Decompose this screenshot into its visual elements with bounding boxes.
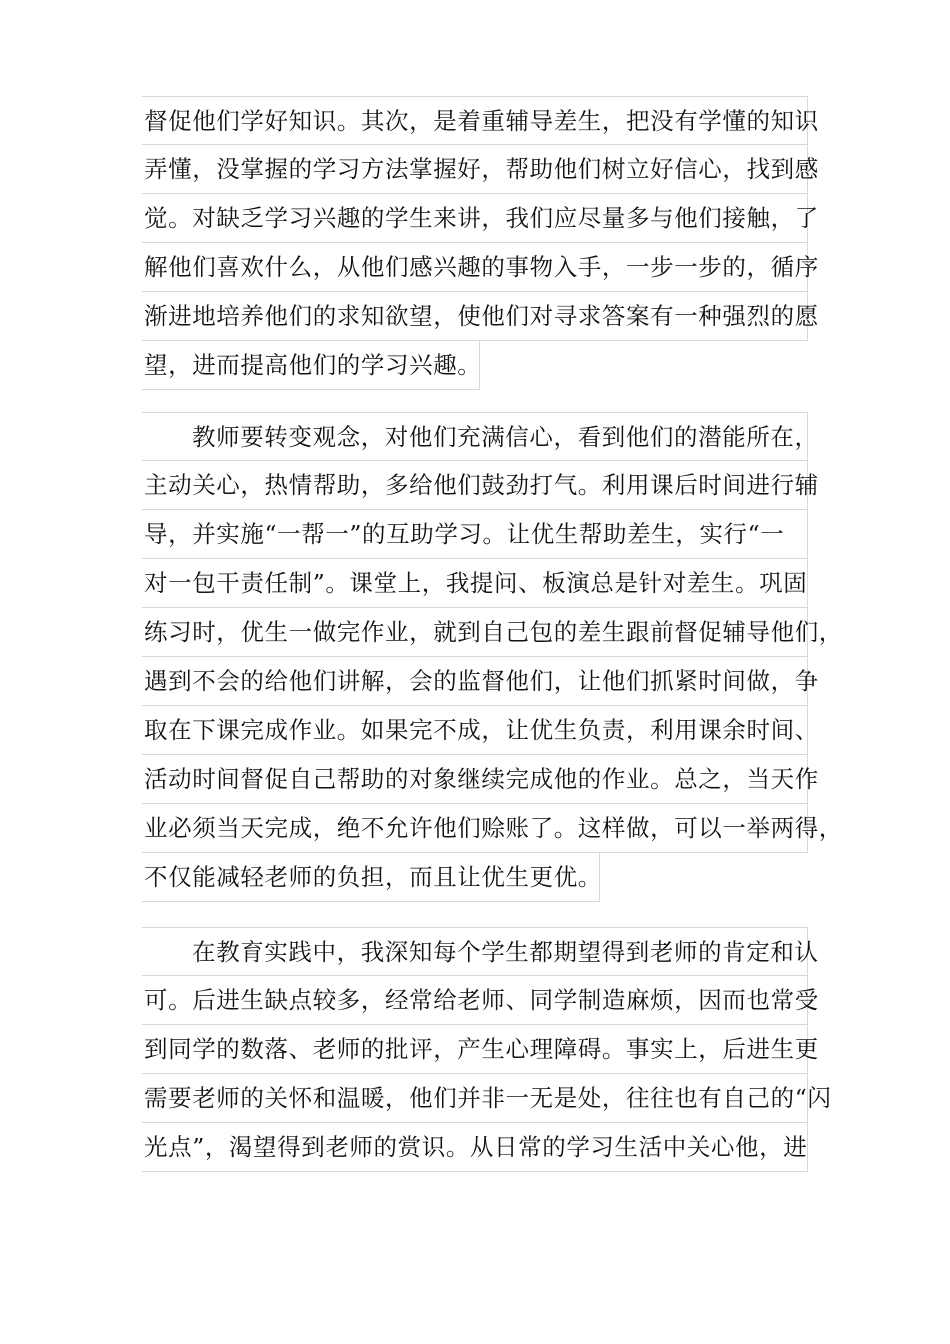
text-line [142, 412, 819, 461]
text-line [142, 510, 808, 559]
text-line [142, 976, 819, 1025]
line-text: 主动关心，热情帮助，多给他们鼓劲打气。利用课后时间进行辅 [144, 471, 819, 499]
line-text: 弄懂，没掌握的学习方法掌握好，帮助他们树立好信心，找到感 [144, 155, 819, 183]
text-line [142, 927, 819, 976]
text-line [142, 341, 480, 390]
line-text: 取在下课完成作业。如果完不成，让优生负责，利用课余时间、 [144, 716, 819, 744]
text-line [142, 608, 843, 657]
line-text: 业必须当天完成，绝不允许他们赊账了。这样做，可以一举两得， [144, 814, 843, 842]
text-line [142, 292, 819, 341]
line-text: 可。后进生缺点较多，经常给老师、同学制造麻烦，因而也常受 [144, 986, 819, 1014]
line-text: 光点”，渴望得到老师的赏识。从日常的学习生活中关心他，进 [144, 1133, 808, 1161]
text-line [142, 755, 819, 804]
text-line [142, 1123, 808, 1172]
line-text: 需要老师的关怀和温暖，他们并非一无是处，往往也有自己的“闪 [144, 1084, 832, 1112]
line-text: 觉。对缺乏学习兴趣的学生来讲，我们应尽量多与他们接触，了 [144, 204, 819, 232]
text-line [142, 1074, 832, 1123]
text-line [142, 657, 819, 706]
line-text: 渐进地培养他们的求知欲望，使他们对寻求答案有一种强烈的愿 [144, 302, 819, 330]
line-text: 导，并实施“一帮一”的互助学习。让优生帮助差生，实行“一 [144, 520, 785, 548]
line-text: 练习时，优生一做完作业，就到自己包的差生跟前督促辅导他们， [144, 618, 843, 646]
text-line [142, 243, 819, 292]
text-line [142, 1025, 819, 1074]
line-text: 督促他们学好知识。其次，是着重辅导差生，把没有学懂的知识 [144, 107, 819, 135]
text-line [142, 559, 808, 608]
line-text: 教师要转变观念，对他们充满信心，看到他们的潜能所在， [192, 423, 819, 451]
line-text: 解他们喜欢什么，从他们感兴趣的事物入手，一步一步的，循序 [144, 253, 819, 281]
line-text: 活动时间督促自己帮助的对象继续完成他的作业。总之，当天作 [144, 765, 819, 793]
line-text: 不仅能减轻老师的负担，而且让优生更优。 [144, 863, 602, 891]
paragraph-3 [142, 927, 832, 1172]
text-line [142, 706, 819, 755]
line-text: 遇到不会的给他们讲解，会的监督他们，让他们抓紧时间做，争 [144, 667, 819, 695]
paragraph-1 [142, 96, 819, 390]
text-line [142, 145, 819, 194]
line-text: 到同学的数落、老师的批评，产生心理障碍。事实上，后进生更 [144, 1035, 819, 1063]
line-text: 望，进而提高他们的学习兴趣。 [144, 351, 482, 379]
text-line [142, 853, 600, 902]
line-text: 在教育实践中，我深知每个学生都期望得到老师的肯定和认 [192, 938, 819, 966]
text-line [142, 804, 843, 853]
paragraph-2 [142, 412, 843, 902]
text-line [142, 194, 819, 243]
text-line [142, 461, 819, 510]
line-text: 对一包干责任制”。课堂上，我提问、板演总是针对差生。巩固 [144, 569, 808, 597]
text-line [142, 96, 819, 145]
